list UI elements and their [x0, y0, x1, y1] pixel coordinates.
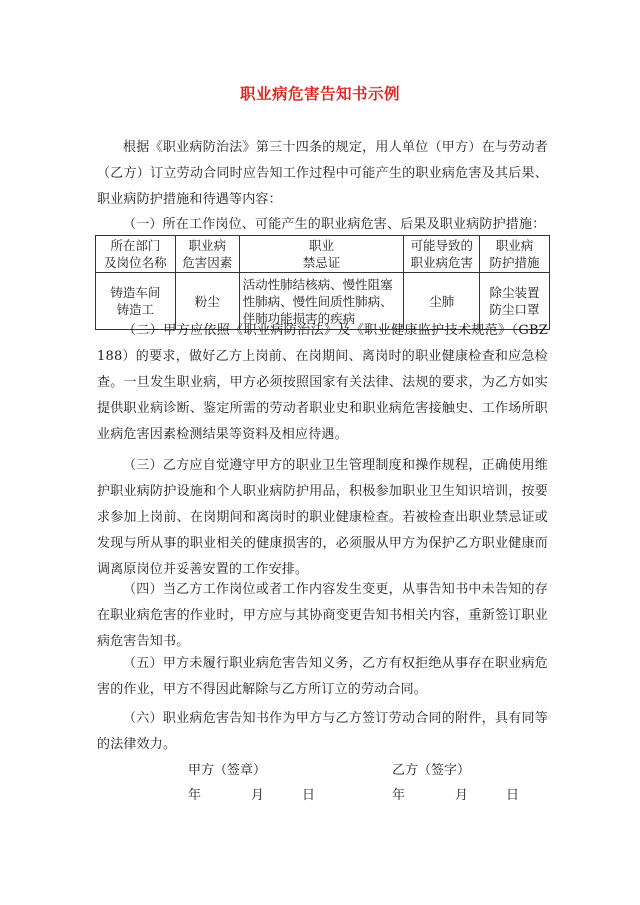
party-b-signature-label: 乙方（签字） — [392, 763, 471, 778]
cell-contraindication: 活动性肺结核病、慢性阻塞性肺病、慢性间质性肺病、伴肺功能损害的疾病 — [239, 273, 404, 330]
party-b-date — [392, 784, 519, 803]
header-possible-disease: 可能导致的 职业病危害 — [404, 236, 480, 273]
section-1-heading: （一）所在工作岗位、可能产生的职业病危害、后果及职业病防护措施： — [123, 217, 546, 232]
cell-possible-disease: 尘肺 — [404, 273, 480, 330]
date-day: 日 — [506, 788, 520, 803]
cell-protection: 除尘装置 防尘口罩 — [480, 273, 550, 330]
section-3-paragraph: （三）乙方应自觉遵守甲方的职业卫生管理制度和操作规程，正确使用维护职业病防护设施和个人职业病防护用品，积极参加职业卫生知识培训，按要求参加上岗前、在岗期间和离岗时的职业健康检查。若被检查出职业禁忌证或发现与所从事的职业相关的健康损害的，必须服从甲方为保护乙方职业健康而调离原岗位并妥善安置的工作安排。 — [97, 458, 548, 577]
table-header-row — [96, 236, 550, 273]
header-hazard-factor: 职业病 危害因素 — [175, 236, 239, 273]
cell-hazard-factor: 粉尘 — [175, 273, 239, 330]
intro-paragraph: 根据《职业病防治法》第三十四条的规定，用人单位（甲方）在与劳动者（乙方）订立劳动合同时应告知工作过程中可能产生的职业病危害及其后果、职业病防护措施和待遇等内容： — [97, 140, 548, 207]
section-5-paragraph: （五）甲方未履行职业病危害告知义务，乙方有权拒绝从事存在职业病危害的作业，甲方不得因此解除与乙方所订立的劳动合同。 — [97, 656, 548, 697]
header-department: 所在部门 及岗位名称 — [96, 236, 176, 273]
date-month: 月 — [251, 788, 265, 803]
section-2-paragraph: （二）甲方应依照《职业病防治法》及《职业健康监护技术规范》（GBZ 188）的要求，做好乙方上岗前、在岗期间、离岗时的职业健康检查和应急检查。一旦发生职业病，甲方必须按照国家有关法律、法规的要求，为乙方如实提供职业病诊断、鉴定所需的劳动者职业史和职业病危害接触史、工作场所职业病危害因素检测结果等资料及相应待遇。 — [97, 323, 548, 442]
date-year: 年 — [392, 788, 406, 803]
document-title: 职业病危害告知书示例 — [239, 84, 400, 103]
party-a-date — [188, 784, 315, 803]
section-4-paragraph: （四）当乙方工作岗位或者工作内容发生变更，从事告知书中未告知的存在职业病危害的作业时，甲方应与其协商变更告知书相关内容，重新签订职业病危害告知书。 — [97, 582, 548, 649]
header-contraindication: 职业 禁忌证 — [239, 236, 404, 273]
section-6-paragraph: （六）职业病危害告知书作为甲方与乙方签订劳动合同的附件，具有同等的法律效力。 — [97, 711, 548, 752]
date-year: 年 — [188, 788, 202, 803]
date-day: 日 — [302, 788, 316, 803]
header-protection: 职业病 防护措施 — [480, 236, 550, 273]
cell-department: 铸造车间 铸造工 — [96, 273, 176, 330]
party-a-signature-label: 甲方（签章） — [188, 763, 267, 778]
date-month: 月 — [455, 788, 469, 803]
hazard-table — [95, 235, 550, 330]
